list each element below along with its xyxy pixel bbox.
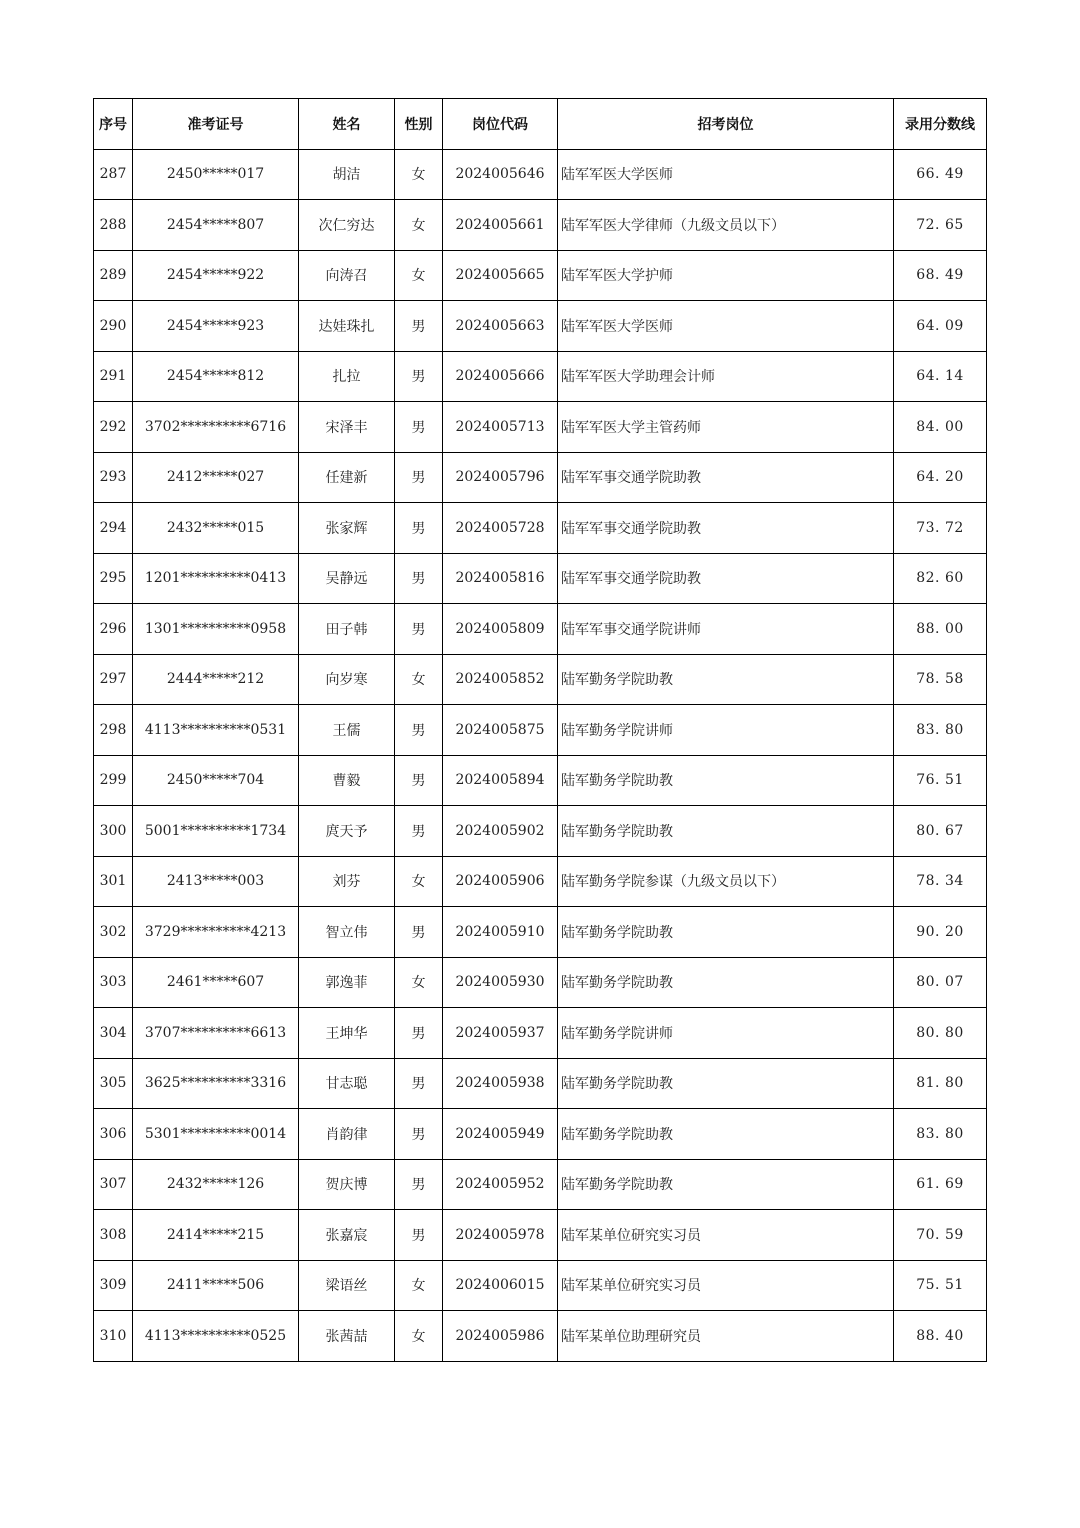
cell-index: 287 (94, 149, 133, 200)
cell-gender: 男 (395, 1210, 443, 1261)
cell-index: 298 (94, 705, 133, 756)
table-row (94, 452, 987, 503)
cell-position: 陆军勤务学院助教 (558, 1109, 894, 1160)
cell-position: 陆军勤务学院讲师 (558, 1008, 894, 1059)
cell-ticket-number: 4113**********0525 (133, 1311, 299, 1362)
cell-position-code: 2024005910 (443, 907, 558, 958)
cell-name: 田子韩 (299, 604, 395, 655)
cell-index: 291 (94, 351, 133, 402)
cell-score: 84. 00 (894, 402, 987, 453)
cell-position-code: 2024005937 (443, 1008, 558, 1059)
cell-index: 304 (94, 1008, 133, 1059)
cell-score: 78. 34 (894, 856, 987, 907)
cell-gender: 男 (395, 351, 443, 402)
table-row (94, 957, 987, 1008)
table-row (94, 351, 987, 402)
header-row (94, 99, 987, 150)
table-row (94, 1311, 987, 1362)
cell-score: 82. 60 (894, 553, 987, 604)
cell-ticket-number: 3707**********6613 (133, 1008, 299, 1059)
cell-position: 陆军军医大学律师（九级文员以下） (558, 200, 894, 251)
cell-ticket-number: 2413*****003 (133, 856, 299, 907)
cell-name: 次仁穷达 (299, 200, 395, 251)
cell-score: 76. 51 (894, 755, 987, 806)
cell-position: 陆军勤务学院助教 (558, 755, 894, 806)
cell-score: 88. 40 (894, 1311, 987, 1362)
cell-position: 陆军军医大学医师 (558, 149, 894, 200)
cell-score: 73. 72 (894, 503, 987, 554)
cell-gender: 男 (395, 907, 443, 958)
cell-gender: 男 (395, 1159, 443, 1210)
cell-position: 陆军军事交通学院讲师 (558, 604, 894, 655)
cell-ticket-number: 5301**********0014 (133, 1109, 299, 1160)
cell-position: 陆军某单位研究实习员 (558, 1210, 894, 1261)
table-row (94, 856, 987, 907)
cell-index: 308 (94, 1210, 133, 1261)
cell-name: 王儒 (299, 705, 395, 756)
cell-position-code: 2024005938 (443, 1058, 558, 1109)
cell-ticket-number: 2454*****923 (133, 301, 299, 352)
cell-position-code: 2024005894 (443, 755, 558, 806)
cell-ticket-number: 2411*****506 (133, 1260, 299, 1311)
cell-name: 任建新 (299, 452, 395, 503)
table-row (94, 250, 987, 301)
col-header-index: 序号 (94, 99, 133, 150)
cell-ticket-number: 3702**********6716 (133, 402, 299, 453)
cell-score: 64. 20 (894, 452, 987, 503)
cell-name: 张家辉 (299, 503, 395, 554)
cell-index: 290 (94, 301, 133, 352)
cell-ticket-number: 5001**********1734 (133, 806, 299, 857)
cell-index: 307 (94, 1159, 133, 1210)
cell-gender: 女 (395, 149, 443, 200)
cell-position: 陆军某单位研究实习员 (558, 1260, 894, 1311)
cell-ticket-number: 2414*****215 (133, 1210, 299, 1261)
admission-score-table (93, 98, 987, 1362)
cell-position: 陆军军医大学主管药师 (558, 402, 894, 453)
col-header-score-line: 录用分数线 (894, 99, 987, 150)
cell-score: 72. 65 (894, 200, 987, 251)
cell-position-code: 2024005852 (443, 654, 558, 705)
cell-position-code: 2024005663 (443, 301, 558, 352)
cell-gender: 女 (395, 856, 443, 907)
cell-name: 王坤华 (299, 1008, 395, 1059)
cell-name: 智立伟 (299, 907, 395, 958)
cell-index: 309 (94, 1260, 133, 1311)
cell-name: 肖韵律 (299, 1109, 395, 1160)
cell-gender: 男 (395, 402, 443, 453)
cell-gender: 男 (395, 553, 443, 604)
cell-position-code: 2024005949 (443, 1109, 558, 1160)
table-body (94, 149, 987, 1361)
cell-position: 陆军某单位助理研究员 (558, 1311, 894, 1362)
cell-name: 吴静远 (299, 553, 395, 604)
col-header-ticket-number: 准考证号 (133, 99, 299, 150)
col-header-position-code: 岗位代码 (443, 99, 558, 150)
cell-name: 庹天予 (299, 806, 395, 857)
table-row (94, 1109, 987, 1160)
cell-score: 75. 51 (894, 1260, 987, 1311)
col-header-position: 招考岗位 (558, 99, 894, 150)
cell-ticket-number: 2461*****607 (133, 957, 299, 1008)
cell-gender: 男 (395, 604, 443, 655)
cell-name: 张茜喆 (299, 1311, 395, 1362)
cell-ticket-number: 1201**********0413 (133, 553, 299, 604)
cell-gender: 女 (395, 1311, 443, 1362)
cell-score: 78. 58 (894, 654, 987, 705)
cell-gender: 女 (395, 200, 443, 251)
cell-score: 61. 69 (894, 1159, 987, 1210)
cell-name: 贺庆博 (299, 1159, 395, 1210)
cell-gender: 男 (395, 1058, 443, 1109)
cell-position-code: 2024005902 (443, 806, 558, 857)
table-row (94, 1058, 987, 1109)
cell-ticket-number: 2454*****812 (133, 351, 299, 402)
cell-name: 曹毅 (299, 755, 395, 806)
cell-position: 陆军勤务学院助教 (558, 957, 894, 1008)
cell-name: 刘芬 (299, 856, 395, 907)
cell-ticket-number: 2444*****212 (133, 654, 299, 705)
table-row (94, 907, 987, 958)
cell-gender: 男 (395, 1109, 443, 1160)
cell-score: 64. 14 (894, 351, 987, 402)
cell-score: 80. 07 (894, 957, 987, 1008)
cell-gender: 男 (395, 301, 443, 352)
cell-score: 90. 20 (894, 907, 987, 958)
table-row (94, 1260, 987, 1311)
cell-index: 303 (94, 957, 133, 1008)
cell-position-code: 2024005665 (443, 250, 558, 301)
cell-index: 301 (94, 856, 133, 907)
cell-gender: 男 (395, 503, 443, 554)
cell-position: 陆军军事交通学院助教 (558, 553, 894, 604)
cell-score: 88. 00 (894, 604, 987, 655)
cell-score: 81. 80 (894, 1058, 987, 1109)
cell-position-code: 2024005661 (443, 200, 558, 251)
cell-index: 294 (94, 503, 133, 554)
cell-index: 288 (94, 200, 133, 251)
cell-position: 陆军勤务学院助教 (558, 654, 894, 705)
cell-position: 陆军军医大学医师 (558, 301, 894, 352)
cell-position: 陆军军医大学助理会计师 (558, 351, 894, 402)
cell-index: 300 (94, 806, 133, 857)
cell-position-code: 2024005728 (443, 503, 558, 554)
cell-score: 83. 80 (894, 705, 987, 756)
table-row (94, 806, 987, 857)
cell-score: 70. 59 (894, 1210, 987, 1261)
cell-position-code: 2024005875 (443, 705, 558, 756)
cell-gender: 女 (395, 957, 443, 1008)
table-row (94, 503, 987, 554)
col-header-gender: 性别 (395, 99, 443, 150)
cell-ticket-number: 4113**********0531 (133, 705, 299, 756)
table-row (94, 604, 987, 655)
cell-index: 292 (94, 402, 133, 453)
table-row (94, 1159, 987, 1210)
cell-position-code: 2024005796 (443, 452, 558, 503)
cell-gender: 女 (395, 250, 443, 301)
cell-score: 80. 67 (894, 806, 987, 857)
cell-position: 陆军勤务学院助教 (558, 907, 894, 958)
cell-gender: 男 (395, 755, 443, 806)
cell-score: 83. 80 (894, 1109, 987, 1160)
table-row (94, 200, 987, 251)
cell-index: 296 (94, 604, 133, 655)
cell-index: 299 (94, 755, 133, 806)
cell-ticket-number: 2432*****015 (133, 503, 299, 554)
table-row (94, 1008, 987, 1059)
cell-ticket-number: 3625**********3316 (133, 1058, 299, 1109)
cell-name: 胡洁 (299, 149, 395, 200)
cell-position: 陆军勤务学院讲师 (558, 705, 894, 756)
cell-position-code: 2024005906 (443, 856, 558, 907)
cell-position-code: 2024006015 (443, 1260, 558, 1311)
cell-name: 向涛召 (299, 250, 395, 301)
cell-index: 295 (94, 553, 133, 604)
table-row (94, 654, 987, 705)
cell-index: 306 (94, 1109, 133, 1160)
cell-position-code: 2024005646 (443, 149, 558, 200)
cell-ticket-number: 2432*****126 (133, 1159, 299, 1210)
cell-index: 297 (94, 654, 133, 705)
cell-ticket-number: 3729**********4213 (133, 907, 299, 958)
table-row (94, 1210, 987, 1261)
cell-index: 289 (94, 250, 133, 301)
cell-name: 郭逸菲 (299, 957, 395, 1008)
table-row (94, 301, 987, 352)
cell-gender: 女 (395, 1260, 443, 1311)
cell-index: 310 (94, 1311, 133, 1362)
cell-name: 宋泽丰 (299, 402, 395, 453)
cell-name: 梁语丝 (299, 1260, 395, 1311)
cell-score: 64. 09 (894, 301, 987, 352)
cell-position-code: 2024005986 (443, 1311, 558, 1362)
col-header-name: 姓名 (299, 99, 395, 150)
cell-gender: 男 (395, 705, 443, 756)
cell-position-code: 2024005666 (443, 351, 558, 402)
cell-name: 张嘉宸 (299, 1210, 395, 1261)
cell-ticket-number: 2454*****922 (133, 250, 299, 301)
cell-position-code: 2024005978 (443, 1210, 558, 1261)
cell-score: 80. 80 (894, 1008, 987, 1059)
cell-position-code: 2024005930 (443, 957, 558, 1008)
cell-index: 293 (94, 452, 133, 503)
cell-score: 66. 49 (894, 149, 987, 200)
table-row (94, 755, 987, 806)
cell-name: 达娃珠扎 (299, 301, 395, 352)
cell-position-code: 2024005713 (443, 402, 558, 453)
cell-gender: 男 (395, 452, 443, 503)
cell-score: 68. 49 (894, 250, 987, 301)
cell-ticket-number: 1301**********0958 (133, 604, 299, 655)
table-row (94, 402, 987, 453)
table-row (94, 553, 987, 604)
cell-gender: 女 (395, 654, 443, 705)
cell-position: 陆军军事交通学院助教 (558, 503, 894, 554)
cell-position-code: 2024005952 (443, 1159, 558, 1210)
cell-position: 陆军勤务学院助教 (558, 1058, 894, 1109)
cell-name: 甘志聪 (299, 1058, 395, 1109)
cell-ticket-number: 2450*****704 (133, 755, 299, 806)
cell-index: 305 (94, 1058, 133, 1109)
cell-position: 陆军勤务学院助教 (558, 1159, 894, 1210)
cell-ticket-number: 2412*****027 (133, 452, 299, 503)
cell-position-code: 2024005816 (443, 553, 558, 604)
cell-gender: 男 (395, 1008, 443, 1059)
cell-ticket-number: 2454*****807 (133, 200, 299, 251)
cell-position: 陆军军医大学护师 (558, 250, 894, 301)
cell-position: 陆军军事交通学院助教 (558, 452, 894, 503)
table-row (94, 149, 987, 200)
cell-position: 陆军勤务学院参谋（九级文员以下） (558, 856, 894, 907)
cell-gender: 男 (395, 806, 443, 857)
cell-position: 陆军勤务学院助教 (558, 806, 894, 857)
cell-index: 302 (94, 907, 133, 958)
cell-name: 向岁寒 (299, 654, 395, 705)
table-row (94, 705, 987, 756)
cell-position-code: 2024005809 (443, 604, 558, 655)
cell-ticket-number: 2450*****017 (133, 149, 299, 200)
cell-name: 扎拉 (299, 351, 395, 402)
